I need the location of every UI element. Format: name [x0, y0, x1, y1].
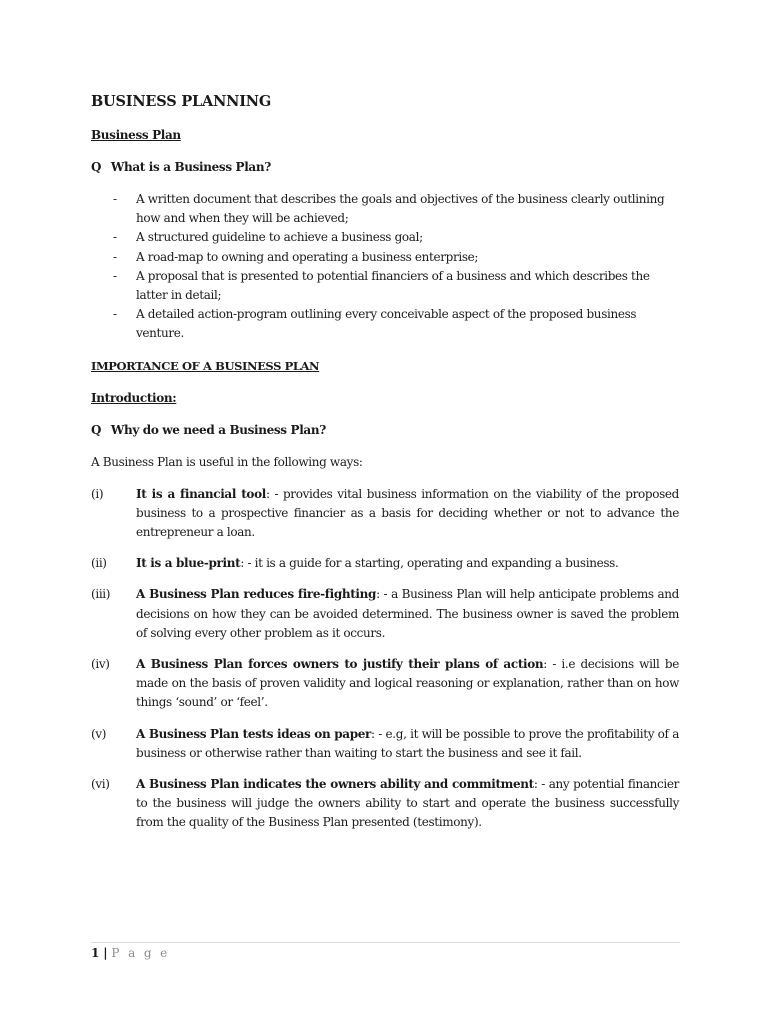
reason-lead: A Business Plan reduces fire-fighting — [136, 587, 377, 602]
dash-bullet: - — [113, 192, 117, 206]
reason-text: : - it is a guide for a starting, operating and expanding a business. — [240, 556, 619, 571]
importance-heading: IMPORTANCE OF A BUSINESS PLAN — [91, 358, 320, 373]
reason-number: (iii) — [91, 587, 111, 602]
reason-lead: A Business Plan tests ideas on paper — [136, 726, 372, 741]
list-item-text: A road-map to owning and operating a business enterprise; — [136, 249, 479, 264]
dash-bullet: - — [113, 268, 117, 283]
page-label: P a g e — [111, 946, 170, 960]
page-title: BUSINESS PLANNING — [91, 93, 272, 110]
dash-bullet: - — [113, 249, 117, 264]
reason-text: : - a Business Plan will help anticipate problems and decisions on how they can be avoided determined. The business owner is saved the problem of solving every other problem as it occurs. — [136, 587, 680, 640]
reason-item — [91, 554, 679, 573]
reason-number: (ii) — [91, 556, 107, 571]
reason-number: (iv) — [91, 657, 110, 672]
reason-text: : - e.g, it will be possible to prove the profitability of a business or otherwise rather than waiting to start the business and see it fail. — [136, 726, 679, 760]
reason-item — [91, 485, 679, 543]
introduction-heading: Introduction: — [91, 390, 177, 405]
question-what-is-business-plan — [91, 158, 679, 176]
footer-separator: | — [103, 946, 108, 960]
dash-bullet: - — [113, 230, 117, 245]
reason-item — [91, 655, 679, 713]
page-number: 1 — [91, 946, 100, 960]
reason-lead: It is a blue-print — [136, 556, 241, 571]
page-footer — [91, 944, 170, 962]
section-heading: Business Plan — [91, 128, 181, 142]
reason-item — [91, 725, 679, 763]
reason-item — [91, 585, 679, 643]
reason-lead: A Business Plan forces owners to justify their plans of action — [136, 657, 544, 672]
list-item-text: A proposal that is presented to potential financiers of a business and which describes the latter in detail; — [136, 268, 650, 303]
question-marker: Q — [91, 422, 102, 437]
reason-item — [91, 775, 679, 833]
reason-lead: A Business Plan indicates the owners ability and commitment — [136, 777, 534, 792]
document-body — [91, 92, 679, 845]
reason-number: (v) — [91, 726, 107, 741]
reason-text: : - i.e decisions will be made on the basis of proven validity and logical reasoning or explanation, rather than on how things ‘sound’ or ‘feel’. — [136, 657, 679, 710]
list-item — [91, 267, 679, 305]
reason-number: (i) — [91, 486, 104, 501]
list-item-text: A detailed action-program outlining every conceivable aspect of the proposed business venture. — [136, 307, 637, 341]
list-item-text: A structured guideline to achieve a business goal; — [136, 230, 423, 245]
reason-number: (vi) — [91, 777, 110, 792]
list-item — [91, 248, 679, 267]
question-why-need-business-plan — [91, 421, 679, 439]
list-item — [91, 190, 679, 228]
intro-sentence: A Business Plan is useful in the following ways: — [91, 454, 363, 469]
reason-text: : - provides vital business information on the viability of the proposed business to a prospective financier as a basis for deciding whether or not to advance the entrepreneur a loan. — [136, 486, 679, 540]
question-text: Why do we need a Business Plan? — [110, 422, 326, 437]
list-item-text: A written document that describes the goals and objectives of the business clearly outlining how and when they will be achieved; — [136, 192, 665, 226]
dash-bullet: - — [113, 307, 117, 322]
reason-text: : - any potential financier to the business will judge the owners ability to start and operate the business successfully from the quality of the Business Plan presented (testimony). — [136, 777, 679, 830]
list-item — [91, 305, 679, 343]
footer-divider — [91, 942, 680, 943]
reason-lead: It is a financial tool — [136, 486, 266, 501]
question-marker: Q — [91, 160, 102, 174]
question-text: What is a Business Plan? — [110, 160, 271, 174]
definition-list — [91, 190, 679, 344]
list-item — [91, 228, 679, 247]
